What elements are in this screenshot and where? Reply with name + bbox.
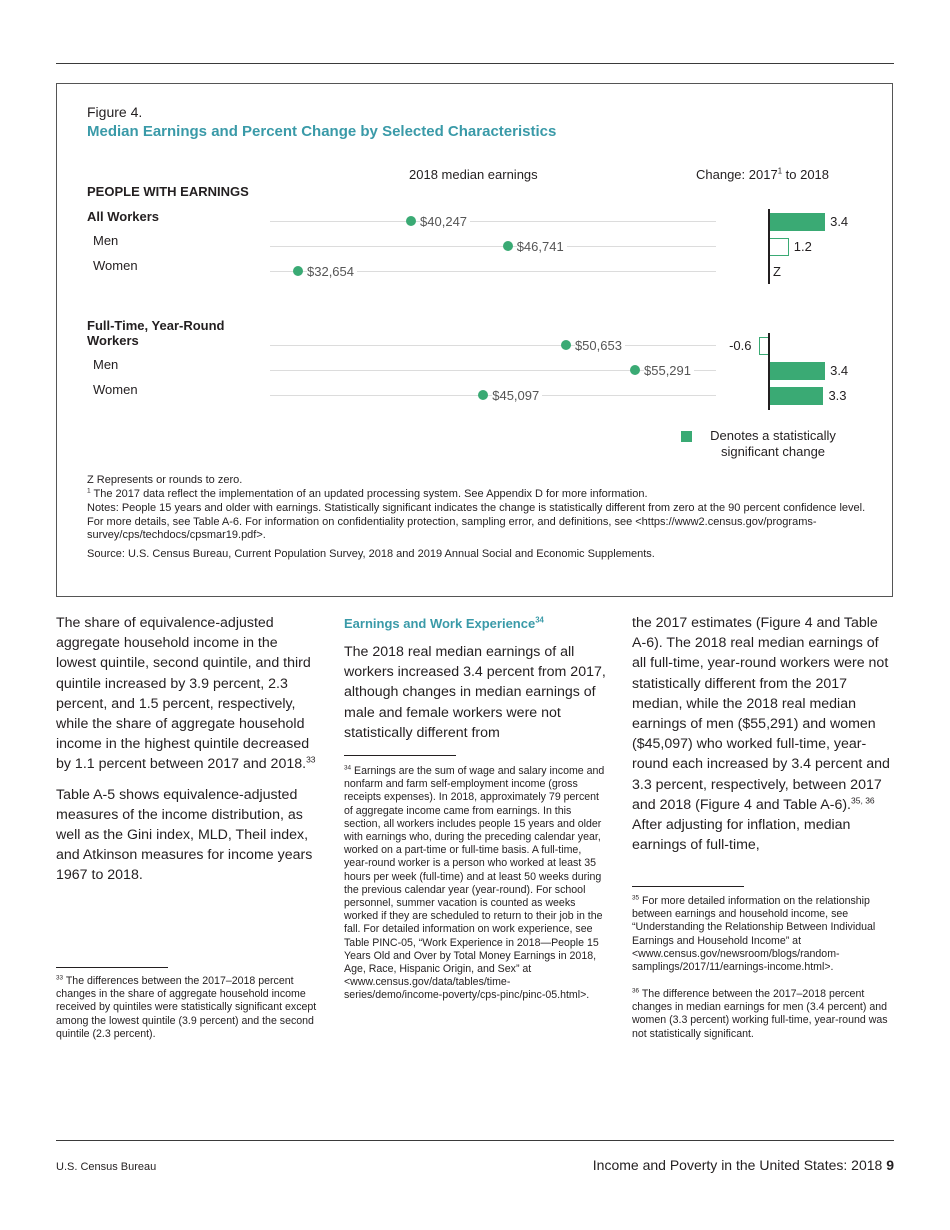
col3-paragraph-1: the 2017 estimates (Figure 4 and Table A-6). The 2018 real median earnings of all full-time, year-round workers were not statistically different from the 2017 median, while the 2018 real median earnings of men ($55,291) and women ($45,097) who worked full-time, year-round each increased by 3.4 percent and 3.3 percent, respectively, between 2017 and 2018 (Figure 4 and Table A-6).$^{35, 36}$ After adjusting for inflation, median earnings of full-time, (632, 615, 890, 854)
row-label: Full-Time, Year-Round Workers (87, 318, 225, 348)
median-value: $50,653 (575, 338, 625, 353)
footnote-1: $^1$ The 2017 data reflect the implementation of an updated processing system. See Appendix D for more information. (87, 487, 648, 500)
figure-notes: Notes: People 15 years and older with earnings. Statistically significant indicates the change is statistically different from zero at the 90 percent confidence level. For more details, see Table A-6. For information on confidentiality protection, sampling error, and definitions, see <https://www2.census.gov/programs-survey/cps/techdocs/cpsmar19.pdf>. (87, 502, 866, 541)
legend-swatch (681, 431, 692, 442)
figure-source: Source: U.S. Census Bureau, Current Population Survey, 2018 and 2019 Annual Social and Economic Supplements. (87, 548, 655, 560)
footnote-35: $^{35}$ For more detailed information on the relationship between earnings and household income, see “Understanding the Relationship Between Individual Earnings and Household Income” at <www.census.gov/newsroom/blogs/random-samplings/2017/11/earnings-income.html>. (632, 894, 876, 974)
median-gridline (270, 221, 716, 222)
top-rule (56, 63, 894, 64)
median-value: $32,654 (307, 264, 357, 279)
col1-footnote-rule (56, 967, 168, 968)
median-column-header: 2018 median earnings (409, 167, 538, 182)
legend-text: Denotes a statistically significant change (710, 428, 836, 459)
col1-paragraph-2: Table A-5 shows equivalence-adjusted measures of the income distribution, as well as the Gini index, MLD, Theil index, and Atkinson measures for income years 1967 to 2018. (56, 786, 313, 884)
col1-paragraph-1: The share of equivalence-adjusted aggregate household income in the lowest quintile, second quintile, and third quintile increased by 3.9 percent, 2.3 percent, and 1.5 percent, respectively, while the share of aggregate household income in the highest quintile decreased by 1.1 percent between 2017 and 2018.33 (56, 615, 316, 773)
col2-paragraph-1: The 2018 real median earnings of all workers increased 3.4 percent from 2017, although changes in median earnings of male and female workers were not statistically different from (344, 644, 606, 741)
median-dot (630, 365, 640, 375)
median-gridline (270, 345, 716, 346)
row-label: Men (93, 233, 119, 248)
median-dot (293, 266, 303, 276)
change-value: 3.4 (830, 214, 849, 229)
figure-title: Median Earnings and Percent Change by Selected Characteristics (87, 123, 557, 140)
change-value: 1.2 (793, 239, 812, 254)
footer-rule (56, 1140, 894, 1141)
row-label: All Workers (87, 209, 160, 224)
median-value: $55,291 (644, 363, 694, 378)
change-zero-axis (768, 209, 770, 284)
median-value: $40,247 (420, 214, 470, 229)
section-heading: Earnings and Work Experience$^{34}$ (344, 615, 544, 631)
change-value: 3.3 (828, 388, 847, 403)
page-number: 9 (886, 1157, 894, 1173)
change-zero-axis (768, 333, 770, 410)
median-dot (561, 340, 571, 350)
people-header: PEOPLE WITH EARNINGS (87, 184, 249, 199)
footnote-36: $^{36}$ The difference between the 2017–2018 percent changes in median earnings for men (3.4 percent) and women (3.3 percent) working full-time, year-round was not statistically significant. (632, 987, 888, 1040)
change-value: -0.6 (729, 338, 752, 353)
change-bar (769, 362, 825, 380)
column-3 (632, 613, 894, 865)
row-label: Men (93, 357, 119, 372)
row-label: Women (93, 258, 138, 273)
median-dot (406, 216, 416, 226)
change-value: Z (773, 264, 781, 279)
median-value: $45,097 (492, 388, 542, 403)
column-2 (344, 642, 606, 753)
footer-title: Income and Poverty in the United States: 2018 9 (592, 1157, 894, 1173)
row-label: Women (93, 382, 138, 397)
change-value: 3.4 (830, 363, 849, 378)
column-1 (56, 613, 318, 896)
col3-footnote-rule (632, 886, 744, 887)
col2-footnote-rule (344, 755, 456, 756)
change-bar (769, 238, 789, 256)
median-dot (503, 241, 513, 251)
change-bar (769, 213, 825, 231)
median-value: $46,741 (517, 239, 567, 254)
z-note: Z Represents or rounds to zero. (87, 474, 243, 486)
figure-label: Figure 4. (87, 104, 143, 120)
change-column-header: Change: 2017$^1$ to 2018 (696, 166, 830, 182)
footer-publisher: U.S. Census Bureau (56, 1161, 157, 1173)
footnote-34: $^{34}$ Earnings are the sum of wage and salary income and nonfarm and farm self-employment income (gross receipts expenses). In 2018, approximately 79 percent of aggregate income came from earnings. In this section, all workers includes people 15 years and older with earnings who, during the preceding calendar year, worked on a part-time or full-time basis. A full-time, year-round worker is a person who worked at least 35 hours per week (full-time) and at least 50 weeks during the previous calendar year (year-round). For school personnel, summer vacation is counted as weeks worked if they are scheduled to return to their job in the fall. For detailed information on work experience, see Table PINC-05, “Work Experience in 2018—People 15 Years Old and Over by Total Money Earnings in 2018, Age, Race, Hispanic Origin, and Sex” at <www.census.gov/data/tables/time-series/demo/income-poverty/cps-pinc/pinc-05.html>. (344, 764, 605, 1002)
change-bar (769, 387, 823, 405)
median-gridline (270, 246, 716, 247)
footnote-33: $^{33}$ The differences between the 2017–2018 percent changes in the share of aggregate household income received by quintiles were statistically significant except among the lowest quintile (3.9 percent) and the second quintile (2.3 percent). (56, 974, 317, 1040)
